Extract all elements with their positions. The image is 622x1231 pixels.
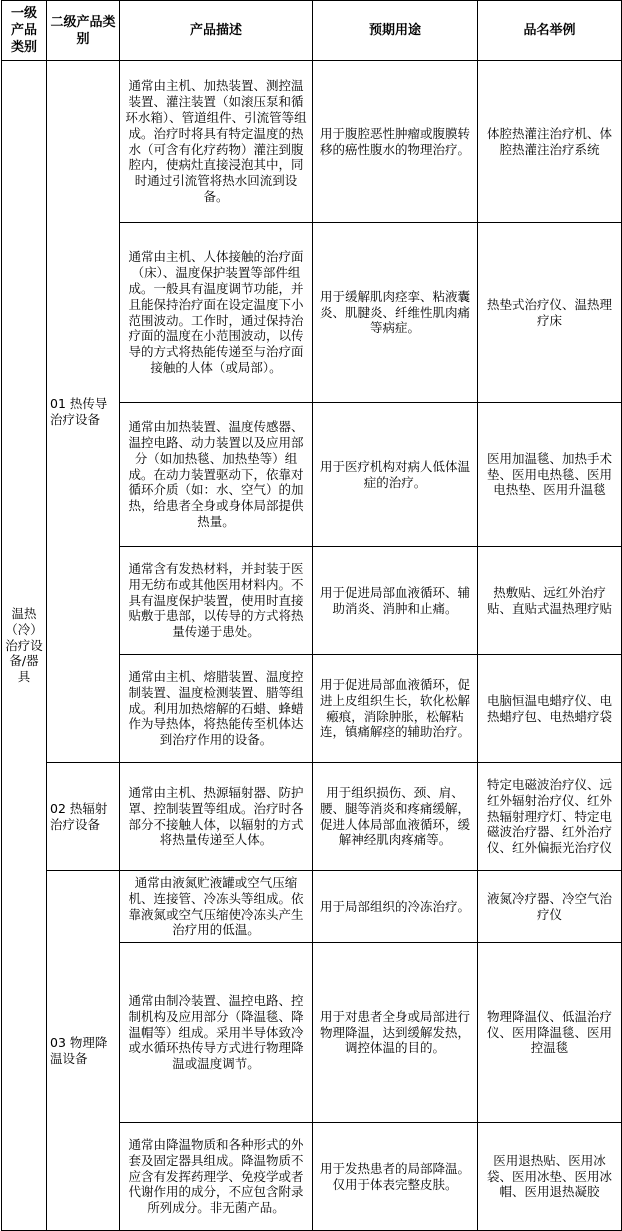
description-cell: 通常由主机、加热装置、测控温装置、灌注装置（如滚压泵和循环水箱）、管道组件、引流管等组成。治疗时将具有特定温度的热水（可含有化疗药物）灌注到腹腔内，使病灶直接浸泡其中，同时通过引流管将热水回流到设备。 xyxy=(120,61,313,223)
use-cell: 用于发热患者的局部降温。仅用于体表完整皮肤。 xyxy=(313,1123,478,1231)
description-cell: 通常由主机、热源辐射器、防护罩、控制装置等组成。治疗时各部分不接触人体，以辐射的方式将热量传递至人体。 xyxy=(120,763,313,871)
description-cell: 通常由降温物质和各种形式的外套及固定器具组成。降温物质不应含有发挥药理学、免疫学或者代谢作用的成分，不应包含附录所列成分。非无菌产品。 xyxy=(120,1123,313,1231)
examples-cell: 电脑恒温电蜡疗仪、电热蜡疗包、电热蜡疗袋 xyxy=(478,655,622,763)
level2-category-cell: 02 热辐射治疗设备 xyxy=(47,763,120,871)
examples-cell: 特定电磁波治疗仪、远红外辐射治疗仪、红外热辐射理疗灯、特定电磁波治疗器、红外治疗仪、红外偏振光治疗仪 xyxy=(478,763,622,871)
table-row xyxy=(2,61,622,223)
use-cell: 用于腹腔恶性肿瘤或腹膜转移的癌性腹水的物理治疗。 xyxy=(313,61,478,223)
use-cell: 用于对患者全身或局部进行物理降温，达到缓解发热，调控体温的目的。 xyxy=(313,943,478,1123)
table-row xyxy=(2,871,622,943)
description-cell: 通常由主机、人体接触的治疗面（床）、温度保护装置等部件组成。一般具有温度调节功能，并且能保持治疗面在设定温度下小范围波动。工作时，通过保持治疗面的温度在小范围波动，以传导的方式将热能传递至与治疗面接触的人体（或局部）。 xyxy=(120,223,313,403)
description-cell: 通常含有发热材料，并封装于医用无纺布或其他医用材料内。不具有温度保护装置，使用时直接贴敷于患部，以传导的方式将热量传递于患处。 xyxy=(120,547,313,655)
use-cell: 用于促进局部血液循环，促进上皮组织生长，软化松解瘢痕，消除肿胀，松解粘连，镇痛解痉的辅助治疗。 xyxy=(313,655,478,763)
use-cell: 用于组织损伤、颈、肩、腰、腿等消炎和疼痛缓解，促进人体局部血液循环，缓解神经肌肉疼痛等。 xyxy=(313,763,478,871)
examples-cell: 物理降温仪、低温治疗仪、医用降温毯、医用控温毯 xyxy=(478,943,622,1123)
use-cell: 用于医疗机构对病人低体温症的治疗。 xyxy=(313,403,478,547)
description-cell: 通常由液氮贮液罐或空气压缩机、连接管、冷冻头等组成。依靠液氮或空气压缩使冷冻头产生治疗用的低温。 xyxy=(120,871,313,943)
level2-category-cell: 01 热传导治疗设备 xyxy=(47,61,120,763)
level1-category-cell: 温热（冷）治疗设备/器具 xyxy=(2,61,47,1231)
classification-table xyxy=(1,0,622,1231)
use-cell: 用于促进局部血液循环、辅助消炎、消肿和止痛。 xyxy=(313,547,478,655)
table-row xyxy=(2,763,622,871)
examples-cell: 液氮冷疗器、冷空气治疗仪 xyxy=(478,871,622,943)
header-use: 预期用途 xyxy=(313,1,478,61)
description-cell: 通常由制冷装置、温控电路、控制机构及应用部分（降温毯、降温帽等）组成。采用半导体致冷或水循环热传导方式进行物理降温或温度调节。 xyxy=(120,943,313,1123)
description-cell: 通常由加热装置、温度传感器、温控电路、动力装置以及应用部分（如加热毯、加热垫等）组成。在动力装置驱动下，依靠对循环介质（如：水、空气）的加热，给患者全身或身体局部提供热量。 xyxy=(120,403,313,547)
level2-category-cell: 03 物理降温设备 xyxy=(47,871,120,1231)
examples-cell: 热垫式治疗仪、温热理疗床 xyxy=(478,223,622,403)
header-level2: 二级产品类别 xyxy=(47,1,120,61)
examples-cell: 医用加温毯、加热手术垫、医用电热毯、医用电热垫、医用升温毯 xyxy=(478,403,622,547)
description-cell: 通常由主机、熔腊装置、温度控制装置、温度检测装置、腊等组成。利用加热熔解的石蜡、蜂蜡作为导热体，将热能传至机体达到治疗作用的设备。 xyxy=(120,655,313,763)
examples-cell: 体腔热灌注治疗机、体腔热灌注治疗系统 xyxy=(478,61,622,223)
header-level1: 一级产品类别 xyxy=(2,1,47,61)
header-row xyxy=(2,1,622,61)
examples-cell: 热敷贴、远红外治疗贴、直贴式温热理疗贴 xyxy=(478,547,622,655)
use-cell: 用于局部组织的冷冻治疗。 xyxy=(313,871,478,943)
header-description: 产品描述 xyxy=(120,1,313,61)
header-examples: 品名举例 xyxy=(478,1,622,61)
use-cell: 用于缓解肌肉痉挛、粘液囊炎、肌腱炎、纤维性肌肉痛等病症。 xyxy=(313,223,478,403)
examples-cell: 医用退热贴、医用冰袋、医用冰垫、医用冰帽、医用退热凝胶 xyxy=(478,1123,622,1231)
